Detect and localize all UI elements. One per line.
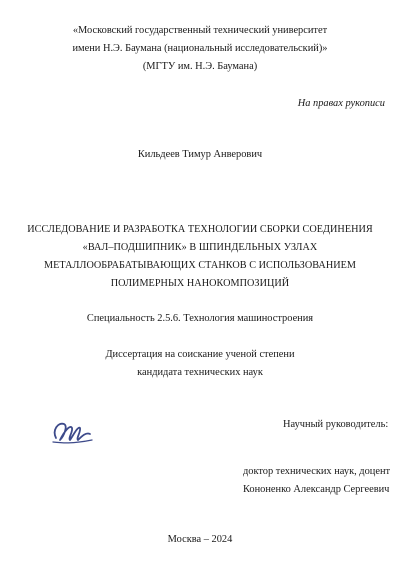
university-line-2: имени Н.Э. Баумана (национальный исследовательский)» bbox=[72, 43, 328, 54]
author-name: Кильдеев Тимур Анверович bbox=[137, 149, 263, 160]
university-line-1: «Московский государственный технический университет bbox=[72, 25, 328, 36]
city-year: Москва – 2024 bbox=[167, 534, 233, 545]
title-line-3: МЕТАЛЛООБРАБАТЫВАЮЩИХ СТАНКОВ С ИСПОЛЬЗОВАНИЕМ bbox=[43, 260, 357, 271]
university-abbrev: (МГТУ им. Н.Э. Баумана) bbox=[142, 61, 258, 72]
advisor-name: Кононенко Александр Сергеевич bbox=[243, 484, 390, 495]
manuscript-note: На правах рукописи bbox=[297, 98, 385, 109]
degree-line-2: кандидата технических наук bbox=[137, 367, 263, 378]
title-line-2: «ВАЛ–ПОДШИПНИК» В ШПИНДЕЛЬНЫХ УЗЛАХ bbox=[82, 242, 318, 253]
advisor-label: Научный руководитель: bbox=[283, 419, 389, 430]
title-line-1: ИССЛЕДОВАНИЕ И РАЗРАБОТКА ТЕХНОЛОГИИ СБОРКИ СОЕДИНЕНИЯ bbox=[27, 224, 373, 235]
signature-image bbox=[50, 416, 96, 450]
advisor-degree: доктор технических наук, доцент bbox=[243, 466, 391, 477]
degree-line-1: Диссертация на соискание ученой степени bbox=[105, 349, 295, 360]
specialty: Специальность 2.5.6. Технология машиностроения bbox=[86, 313, 314, 324]
title-line-4: ПОЛИМЕРНЫХ НАНОКОМПОЗИЦИЙ bbox=[110, 278, 290, 289]
